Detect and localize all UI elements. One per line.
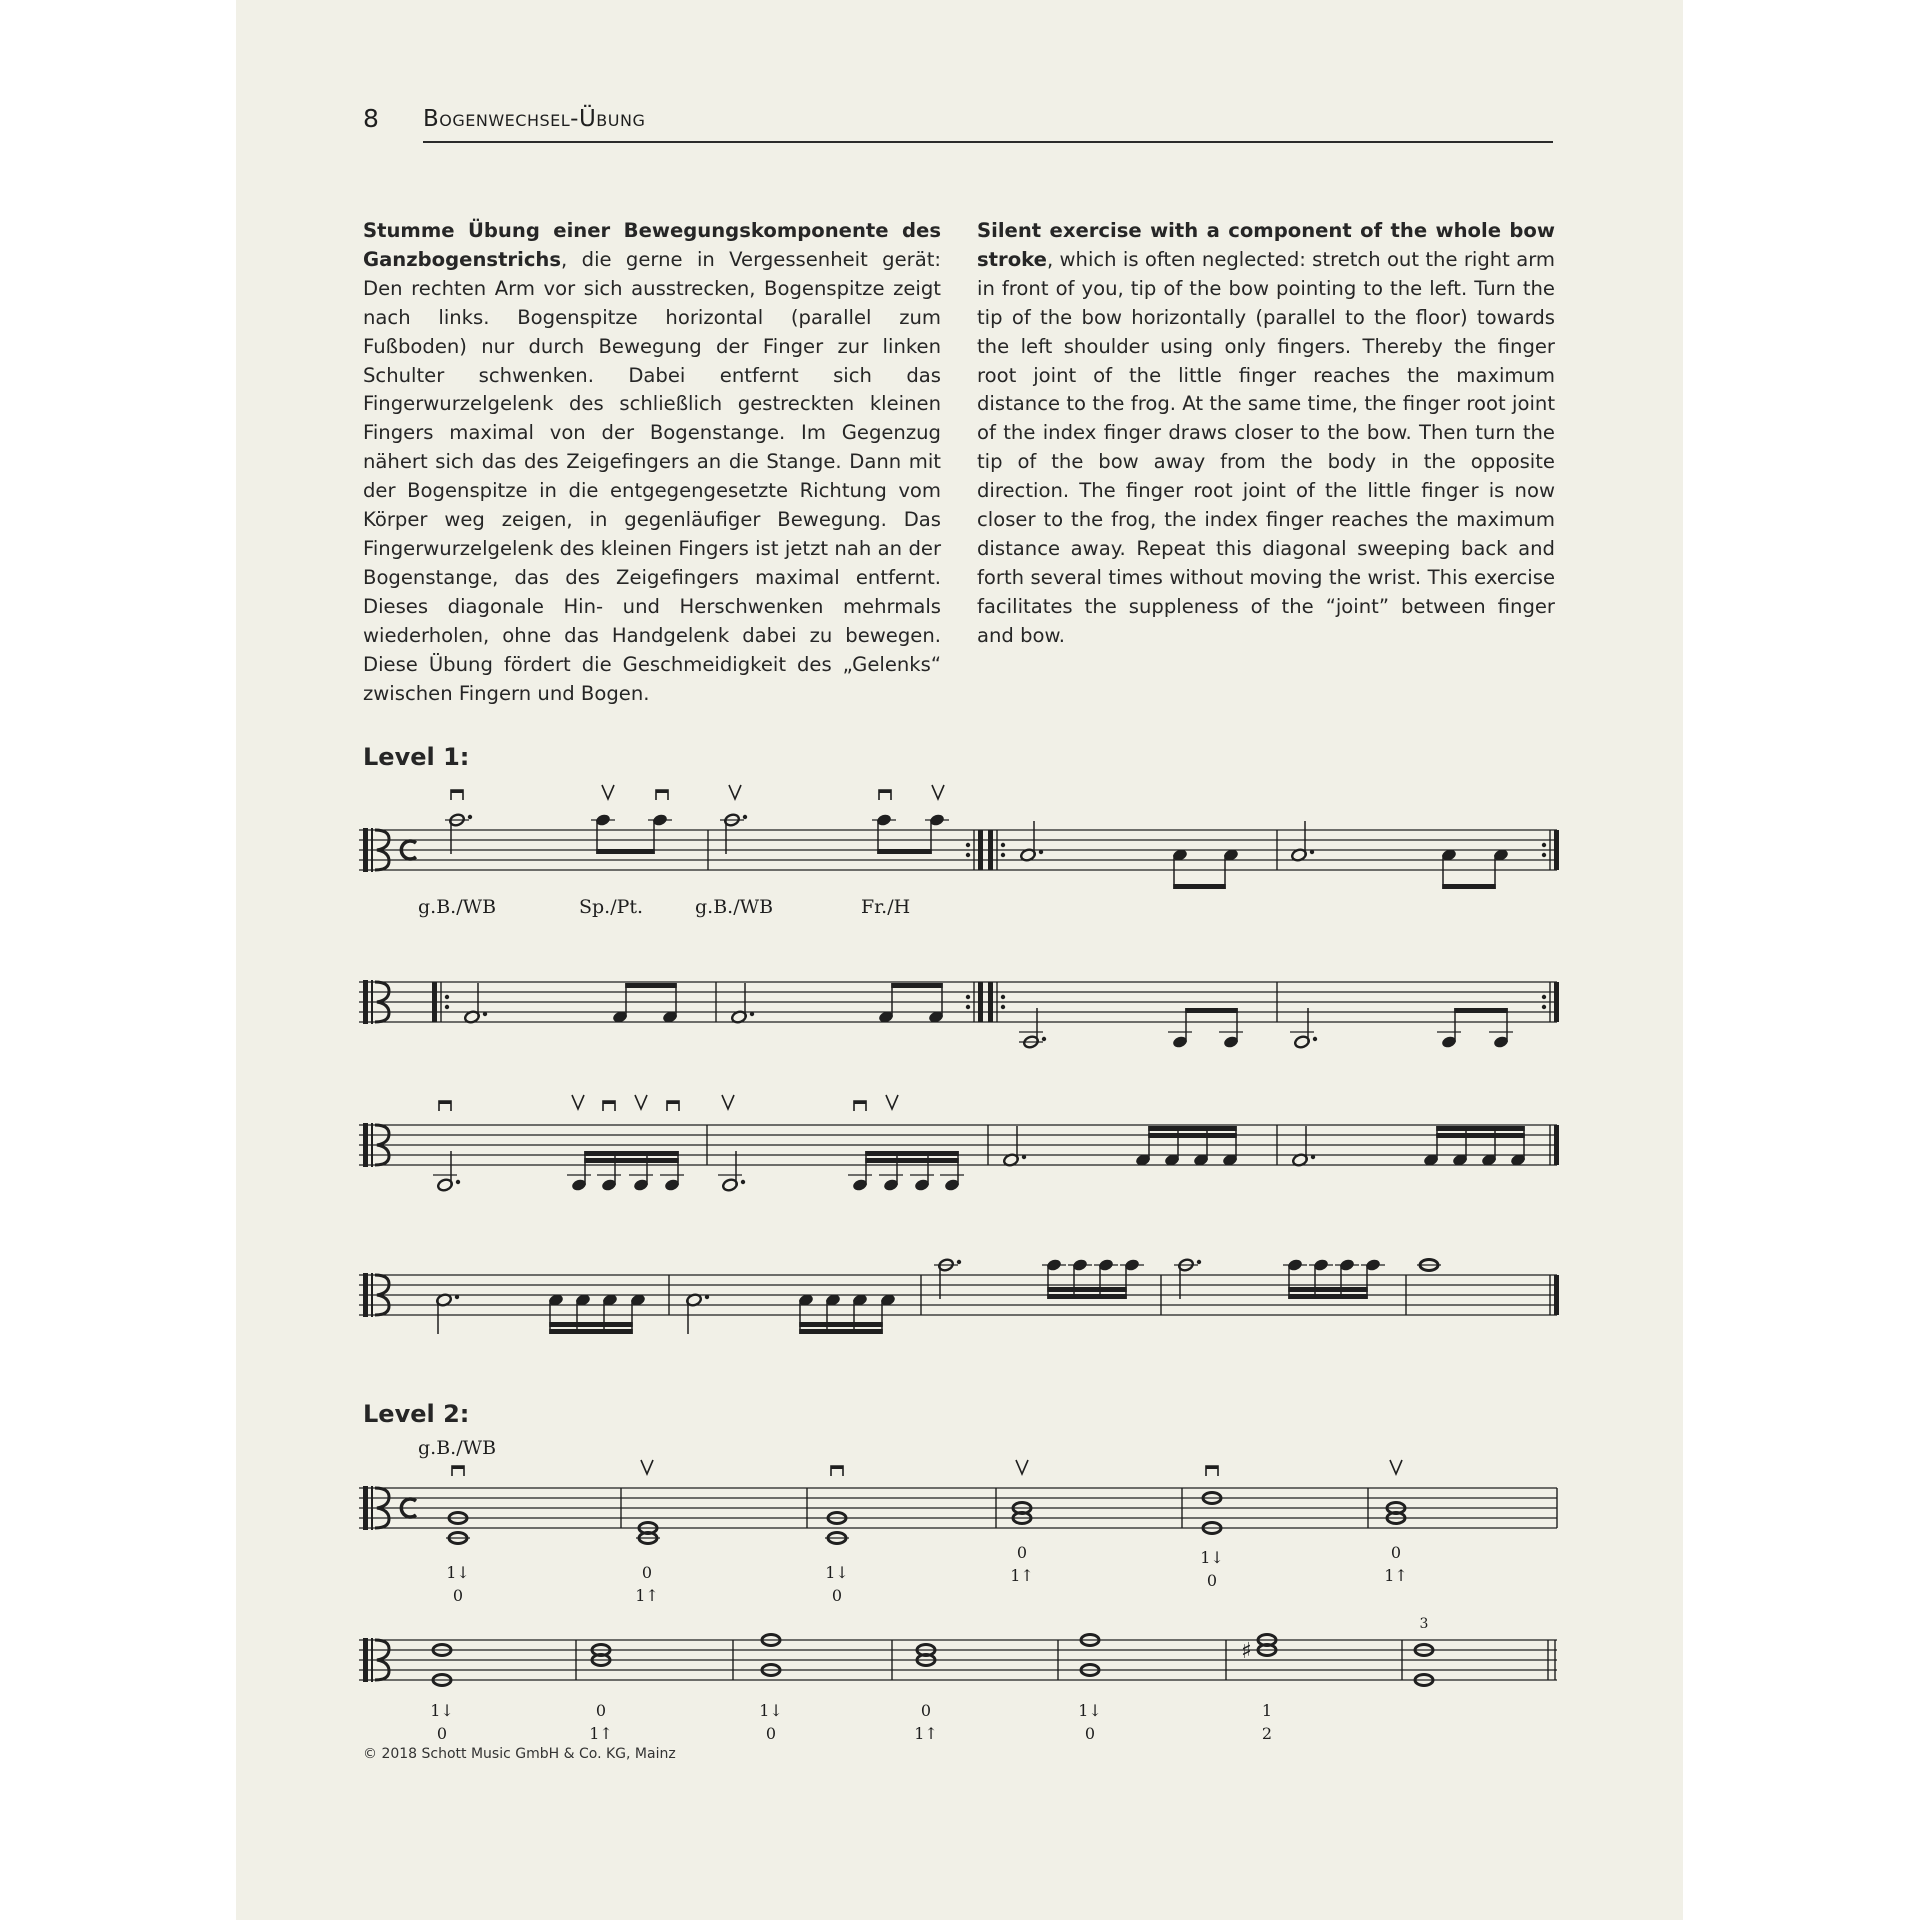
repeat-barline (978, 982, 983, 1022)
repeat-barline (988, 830, 993, 870)
down-bow-icon (439, 1101, 451, 1104)
fingering: 1↓ (759, 1701, 783, 1720)
copyright: © 2018 Schott Music GmbH & Co. KG, Mainz (363, 1746, 676, 1762)
final-barline (1554, 1125, 1559, 1165)
up-bow-icon (635, 1095, 647, 1109)
beam (865, 1158, 959, 1163)
fingering: 1↓ (1200, 1548, 1224, 1567)
alto-clef-icon (371, 1486, 373, 1530)
up-bow-icon (641, 1460, 653, 1474)
down-bow-icon (603, 1101, 615, 1104)
alto-clef-icon (363, 980, 368, 1024)
beam (1185, 1008, 1238, 1013)
augmentation-dot (1042, 1037, 1046, 1041)
repeat-dot (1542, 843, 1546, 847)
repeat-barline (978, 830, 983, 870)
beam (799, 1322, 883, 1327)
fingering: 1↑ (635, 1586, 659, 1605)
up-bow-icon (572, 1095, 584, 1109)
down-bow-icon (854, 1101, 866, 1104)
alto-clef-icon (371, 1123, 373, 1167)
repeat-barline (1554, 830, 1559, 870)
augmentation-dot (743, 815, 747, 819)
fingering: 0 (831, 1586, 843, 1605)
repeat-dot (966, 853, 970, 857)
annotation-whole-bow: g.B./WB (418, 1437, 497, 1459)
repeat-dot (966, 843, 970, 847)
augmentation-dot (1313, 1037, 1317, 1041)
alto-clef-icon (363, 1123, 368, 1167)
page-number: 8 (363, 104, 379, 133)
fingering: 1↓ (430, 1701, 454, 1720)
fingering: 0 (1390, 1543, 1402, 1562)
fingering: 0 (1206, 1571, 1218, 1590)
section-title: Bogenwechsel-Übung (423, 106, 646, 132)
beam (799, 1329, 883, 1334)
fingering: 0 (920, 1701, 932, 1720)
german-body: , die gerne in Vergessenheit gerät: Den rechten Arm vor sich ausstrecken, Bogenspitze zeigt nach links. Bogenspitze horizontal (parallel zum Fußboden) nur durch Bewegung der Finger zur linken Schulter schwenken. Dabei entfernt sich das Fingerwurzelgelenk des schließlich gestreckten kleinen Fingers maximal von der Bogenstange. Im Gegenzug nähert sich das des Zeigefingers an die Stange. Dann mit der Bogenspitze in die entgegengesetzte Richtung vom Körper weg zeigen, in gegenläufiger Bewegung. Das Fingerwurzelgelenk des kleinen Fingers ist jetzt nah an der Bogenstange, das des Zeigefingers maximal entfernt. Dieses diagonale Hin- und Herschwenken mehrmals wiederholen, ohne das Handgelenk dabei zu bewegen. Diese Übung fördert die Geschmeidigkeit des „Gelenks“ zwischen Fingern und Bogen. (363, 247, 941, 705)
alto-clef-icon (363, 1273, 368, 1317)
beam (1047, 1294, 1127, 1299)
up-bow-icon (722, 1095, 734, 1109)
beam (584, 1158, 679, 1163)
down-bow-icon (656, 790, 668, 793)
fingering: 0 (1084, 1724, 1096, 1743)
beam (1436, 1133, 1525, 1138)
beam (1148, 1133, 1237, 1138)
augmentation-dot (705, 1295, 709, 1299)
up-bow-icon (602, 785, 614, 799)
repeat-dot (1542, 853, 1546, 857)
alto-clef-icon (371, 980, 373, 1024)
repeat-dot (1001, 843, 1005, 847)
beam (891, 983, 943, 988)
repeat-barline (988, 982, 993, 1022)
german-lead: Stumme Übung einer Bewegungskomponente des Ganzbogenstrichs (363, 219, 941, 271)
augmentation-dot (468, 815, 472, 819)
repeat-barline (1554, 982, 1559, 1022)
beam (549, 1329, 633, 1334)
augmentation-dot (483, 1012, 487, 1016)
fingering: 1↑ (914, 1724, 938, 1743)
augmentation-dot (750, 1012, 754, 1016)
beam (549, 1322, 633, 1327)
fingering: 0 (1016, 1543, 1028, 1562)
fingering: 1↓ (446, 1563, 470, 1582)
beam (1288, 1287, 1368, 1292)
augmentation-dot (1311, 1155, 1315, 1159)
repeat-dot (1001, 853, 1005, 857)
beam (596, 849, 655, 854)
repeat-dot (1542, 1005, 1546, 1009)
beam (1436, 1126, 1525, 1131)
triplet-mark: 3 (1419, 1616, 1429, 1632)
down-bow-icon (831, 1466, 843, 1469)
up-bow-icon (729, 785, 741, 799)
augmentation-dot (1039, 850, 1043, 854)
beam (1047, 1287, 1127, 1292)
repeat-dot (445, 995, 449, 999)
beam (877, 849, 932, 854)
down-bow-icon (667, 1101, 679, 1104)
augmentation-dot (741, 1180, 745, 1184)
sharp-icon: ♯ (1241, 1639, 1252, 1664)
fingering: 0 (765, 1724, 777, 1743)
alto-clef-icon (371, 1638, 373, 1682)
beam (1442, 884, 1496, 889)
down-bow-icon (1206, 1466, 1218, 1469)
augmentation-dot (957, 1260, 961, 1264)
augmentation-dot (455, 1295, 459, 1299)
fingering: 1↑ (1384, 1566, 1408, 1585)
repeat-dot (966, 995, 970, 999)
repeat-dot (445, 1005, 449, 1009)
beam (865, 1151, 959, 1156)
alto-clef-icon (371, 1273, 373, 1317)
up-bow-icon (886, 1095, 898, 1109)
down-bow-icon (451, 790, 463, 793)
alto-clef-icon (371, 828, 373, 872)
music-score (236, 0, 1683, 1920)
level1-title: Level 1: (363, 743, 470, 771)
beam (1288, 1294, 1368, 1299)
beam (1454, 1008, 1508, 1013)
down-bow-icon (452, 1466, 464, 1469)
fingering: 1↓ (825, 1563, 849, 1582)
repeat-dot (1542, 995, 1546, 999)
augmentation-dot (1022, 1155, 1026, 1159)
annotation-whole-bow: g.B./WB (418, 896, 497, 918)
repeat-barline (432, 982, 437, 1022)
page (236, 0, 1683, 1920)
fingering: 1 (1261, 1701, 1273, 1720)
repeat-dot (966, 1005, 970, 1009)
fingering: 0 (436, 1724, 448, 1743)
english-lead: Silent exercise with a component of the whole bow stroke (977, 219, 1555, 271)
alto-clef-icon (363, 1638, 368, 1682)
fingering: 0 (452, 1586, 464, 1605)
fingering: 1↑ (1010, 1566, 1034, 1585)
final-barline (1554, 1275, 1559, 1315)
alto-clef-icon (363, 1486, 368, 1530)
augmentation-dot (1310, 850, 1314, 854)
fingering: 2 (1261, 1724, 1273, 1743)
annotation-frog: Fr./H (861, 896, 911, 918)
augmentation-dot (456, 1180, 460, 1184)
beam (1173, 884, 1226, 889)
down-bow-icon (879, 790, 891, 793)
annotation-whole-bow: g.B./WB (695, 896, 774, 918)
up-bow-icon (1390, 1460, 1402, 1474)
fingering: 1↑ (589, 1724, 613, 1743)
beam (625, 983, 677, 988)
fingering: 0 (595, 1701, 607, 1720)
fingering: 1↓ (1078, 1701, 1102, 1720)
up-bow-icon (1016, 1460, 1028, 1474)
repeat-dot (1001, 995, 1005, 999)
repeat-dot (1001, 1005, 1005, 1009)
beam (584, 1151, 679, 1156)
annotation-tip: Sp./Pt. (579, 896, 644, 918)
english-body: , which is often neglected: stretch out the right arm in front of you, tip of the bow pointing to the left. Turn the tip of the bow horizontally (parallel to the floor) towards the left shoulder using only fingers. Thereby the finger root joint of the little finger reaches the maximum distance to the frog. At the same time, the finger root joint of the index finger draws closer to the bow. Then turn the tip of the bow away from the body in the opposite direction. The finger root joint of the little finger is now closer to the frog, the index finger reaches the maximum distance away. Repeat this diagonal sweeping back and forth several times without moving the wrist. This exercise facilitates the suppleness of the “joint” between finger and bow. (977, 247, 1555, 647)
alto-clef-icon (363, 828, 368, 872)
up-bow-icon (932, 785, 944, 799)
beam (1148, 1126, 1237, 1131)
level2-title: Level 2: (363, 1400, 470, 1428)
augmentation-dot (1197, 1260, 1201, 1264)
fingering: 0 (641, 1563, 653, 1582)
